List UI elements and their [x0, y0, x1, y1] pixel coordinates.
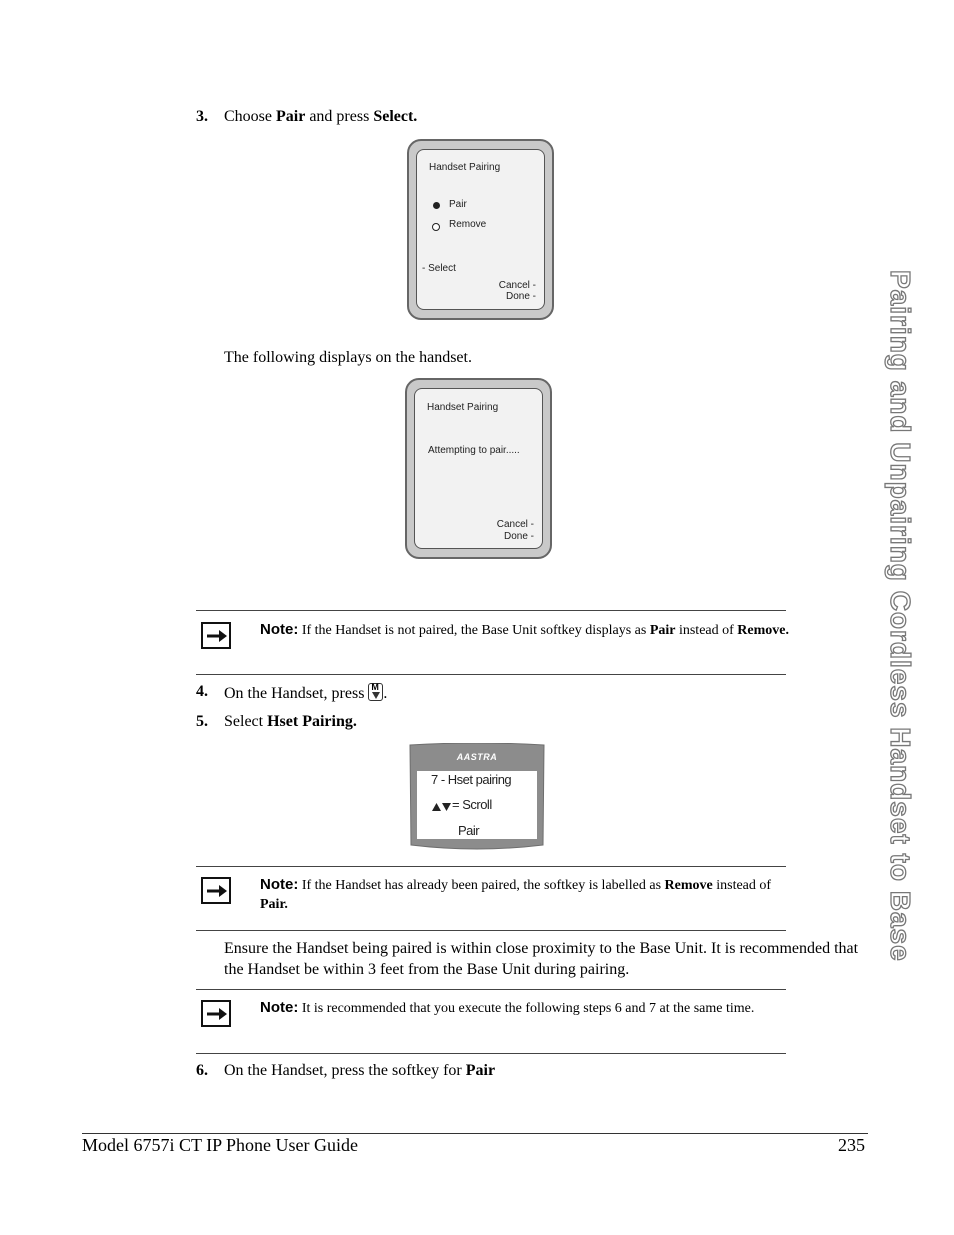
- footer-title: Model 6757i CT IP Phone User Guide: [82, 1135, 358, 1155]
- page-number: 235: [838, 1135, 865, 1155]
- menu-key-icon: [368, 683, 383, 701]
- step-text: On the Handset, press the softkey for: [224, 1062, 466, 1079]
- note-top-rule: [196, 610, 786, 611]
- step-6-text: [224, 1062, 495, 1080]
- note-top-rule: [196, 866, 786, 867]
- screen-message: Attempting to pair.....: [428, 445, 520, 456]
- step-text: Choose: [224, 108, 276, 125]
- note-1: [260, 620, 790, 640]
- option-remove: Remove: [449, 219, 487, 230]
- softkey-done: Done -: [503, 531, 534, 542]
- step-text: .: [383, 685, 388, 702]
- note-2: [260, 875, 790, 914]
- step-number: 3.: [196, 108, 208, 125]
- note-arrow-icon: [201, 1000, 231, 1027]
- step-number: 6.: [196, 1062, 208, 1079]
- handset-line-3: Pair: [458, 823, 480, 838]
- screen-title: Handset Pairing: [427, 402, 499, 413]
- following-displays-text: The following displays on the handset.: [224, 349, 472, 366]
- step-3: [196, 108, 208, 126]
- note-bottom-rule: [196, 674, 786, 675]
- softkey-select: - Select: [422, 263, 456, 274]
- note-bold: Remove: [664, 878, 713, 893]
- step-4: [196, 683, 208, 701]
- note-text: If the Handset is not paired, the Base Unit softkey displays as: [298, 623, 650, 638]
- note-text: It is recommended that you execute the following steps 6 and 7 at the same time.: [298, 1001, 755, 1016]
- handset-line-1: 7 - Hset pairing: [431, 772, 512, 787]
- attempting-pair-screen: [405, 378, 552, 559]
- softkey-cancel: Cancel -: [498, 280, 536, 291]
- screen-display: [416, 149, 545, 310]
- note-bottom-rule: [196, 1053, 786, 1054]
- screen-display: [414, 388, 543, 549]
- note-bottom-rule: [196, 930, 786, 931]
- step-text: and press: [305, 108, 374, 125]
- note-label: Note:: [260, 999, 299, 1016]
- step-5-text: [224, 713, 357, 731]
- note-text: If the Handset has already been paired, the softkey is labelled as: [298, 878, 665, 893]
- screen-title: Handset Pairing: [429, 162, 501, 173]
- note-bold: Remove.: [737, 623, 789, 638]
- note-label: Note:: [260, 876, 299, 893]
- note-bold: Pair: [649, 623, 676, 638]
- aastra-handset-display: [408, 743, 546, 851]
- handset-line-2: = Scroll: [452, 797, 492, 812]
- step-text: On the Handset, press: [224, 685, 365, 702]
- step-text: Select: [224, 713, 268, 730]
- note-label: Note:: [260, 621, 299, 638]
- footer-rule: [82, 1133, 868, 1134]
- step-5: [196, 713, 208, 731]
- step-6: [196, 1062, 208, 1080]
- scroll-arrows-icon: [432, 799, 451, 817]
- step-bold: Pair: [465, 1062, 496, 1079]
- note-bold: Pair.: [260, 897, 288, 912]
- step-3-text: [224, 108, 417, 126]
- radio-unselected-icon: [432, 223, 440, 231]
- softkey-cancel: Cancel -: [496, 519, 534, 530]
- note-3: [260, 998, 790, 1018]
- softkey-done: Done -: [505, 291, 536, 302]
- note-text: instead of: [712, 878, 772, 893]
- radio-selected-icon: [433, 202, 440, 209]
- proximity-paragraph: Ensure the Handset being paired is within close proximity to the Base Unit. It is recommended that the Handset be within 3 feet from the Base Unit during pairing.: [224, 940, 859, 978]
- menu-key-letter: M: [371, 682, 379, 692]
- step-bold: Select.: [373, 108, 418, 125]
- chapter-side-title: Pairing and Unpairing Cordless Handset to Base: [885, 270, 916, 962]
- step-bold: Pair: [276, 108, 306, 125]
- option-pair: Pair: [449, 199, 467, 210]
- step-number: 4.: [196, 683, 208, 700]
- handset-pairing-screen: [407, 139, 554, 320]
- note-arrow-icon: [201, 877, 231, 904]
- step-bold: Hset Pairing.: [267, 713, 357, 730]
- note-text: instead of: [675, 623, 738, 638]
- note-arrow-icon: [201, 622, 231, 649]
- step-4-text: [224, 683, 387, 703]
- step-number: 5.: [196, 713, 208, 730]
- aastra-logo: AASTRA: [456, 752, 498, 762]
- note-top-rule: [196, 989, 786, 990]
